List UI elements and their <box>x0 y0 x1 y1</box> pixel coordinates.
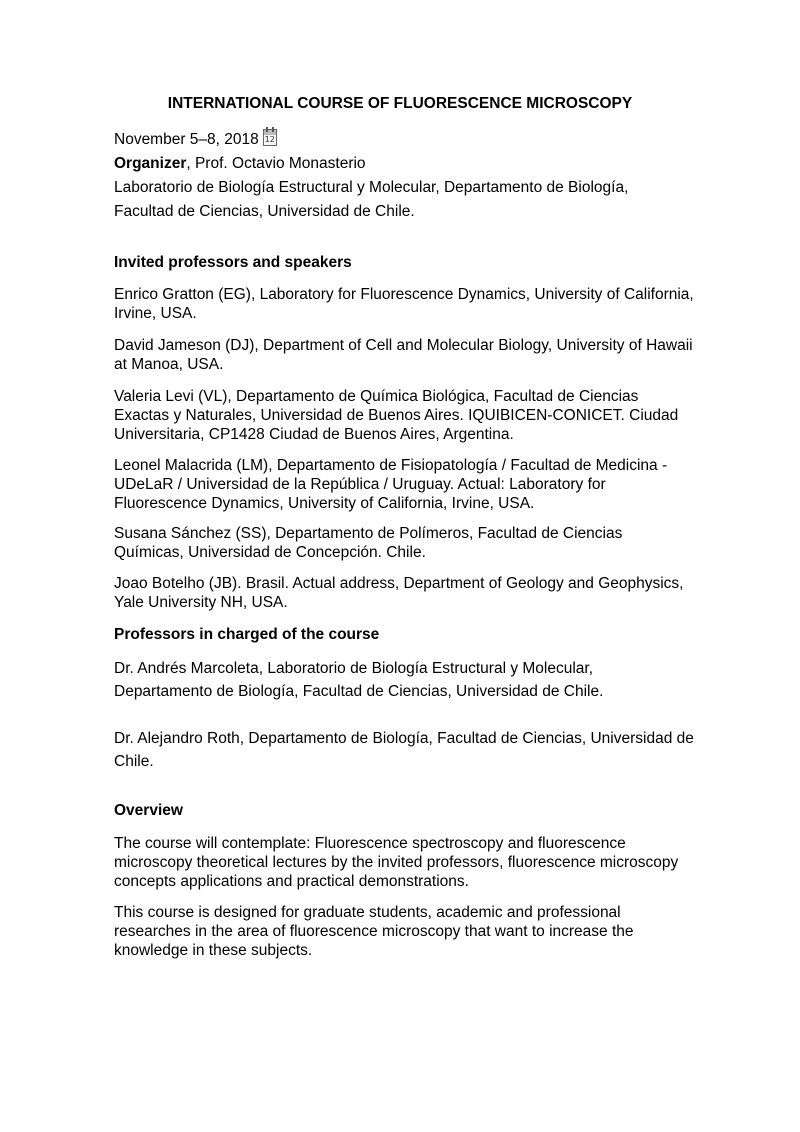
document-title: INTERNATIONAL COURSE OF FLUORESCENCE MICROSCOPY <box>167 95 633 112</box>
invited-heading: Invited professors and speakers <box>114 254 352 271</box>
invited-speaker-botelho: Joao Botelho (JB). Brasil. Actual address, Department of Geology and Geophysics, Yale University NH, USA. <box>114 575 684 611</box>
calendar-icon <box>263 129 277 146</box>
in-charge-roth: Dr. Alejandro Roth, Departamento de Biología, Facultad de Ciencias, Universidad de Chile. <box>114 730 694 770</box>
calendar-icon-day: 12 <box>264 135 275 144</box>
organizer-name: , Prof. Octavio Monasterio <box>186 155 366 172</box>
invited-speaker-malacrida: Leonel Malacrida (LM), Departamento de Fisiopatología / Facultad de Medicina - UDeLaR / Universidad de la República / Uruguay. Actual: Laboratory for Fluorescence Dynamics, University of California, Irvine, USA. <box>114 457 668 512</box>
invited-speaker-gratton: Enrico Gratton (EG), Laboratory for Fluorescence Dynamics, University of California, Irvine, USA. <box>114 286 694 322</box>
organizer-affiliation-1: Laboratorio de Biología Estructural y Molecular, Departamento de Biología, <box>114 179 629 196</box>
in-charge-marcoleta: Dr. Andrés Marcoleta, Laboratorio de Biología Estructural y Molecular, Departamento de Biología, Facultad de Ciencias, Universidad de Chile. <box>114 660 604 700</box>
overview-paragraph-1: The course will contemplate: Fluorescence spectroscopy and fluorescence microscopy theoretical lectures by the invited professors, fluorescence microscopy concepts applications and practical demonstrations. <box>114 835 679 890</box>
organizer-affiliation-2: Facultad de Ciencias, Universidad de Chile. <box>114 203 415 220</box>
organizer-label: Organizer <box>114 155 187 172</box>
overview-paragraph-2: This course is designed for graduate students, academic and professional researches in the area of fluorescence microscopy that want to increase the knowledge in these subjects. <box>114 904 634 959</box>
invited-speaker-sanchez: Susana Sánchez (SS), Departamento de Polímeros, Facultad de Ciencias Químicas, Universidad de Concepción. Chile. <box>114 525 623 561</box>
overview-heading: Overview <box>114 802 183 819</box>
course-header <box>114 128 714 224</box>
in-charge-heading: Professors in charged of the course <box>114 626 380 643</box>
course-dates-line <box>114 128 714 152</box>
invited-speaker-levi: Valeria Levi (VL), Departamento de Química Biológica, Facultad de Ciencias Exactas y Naturales, Universidad de Buenos Aires. IQUIBICEN-CONICET. Ciudad Universitaria, CP1428 Ciudad de Buenos Aires, Argentina. <box>114 388 679 443</box>
course-dates: November 5–8, 2018 <box>114 131 259 148</box>
organizer-line <box>114 152 714 176</box>
invited-speaker-jameson: David Jameson (DJ), Department of Cell and Molecular Biology, University of Hawaii at Manoa, USA. <box>114 337 693 373</box>
